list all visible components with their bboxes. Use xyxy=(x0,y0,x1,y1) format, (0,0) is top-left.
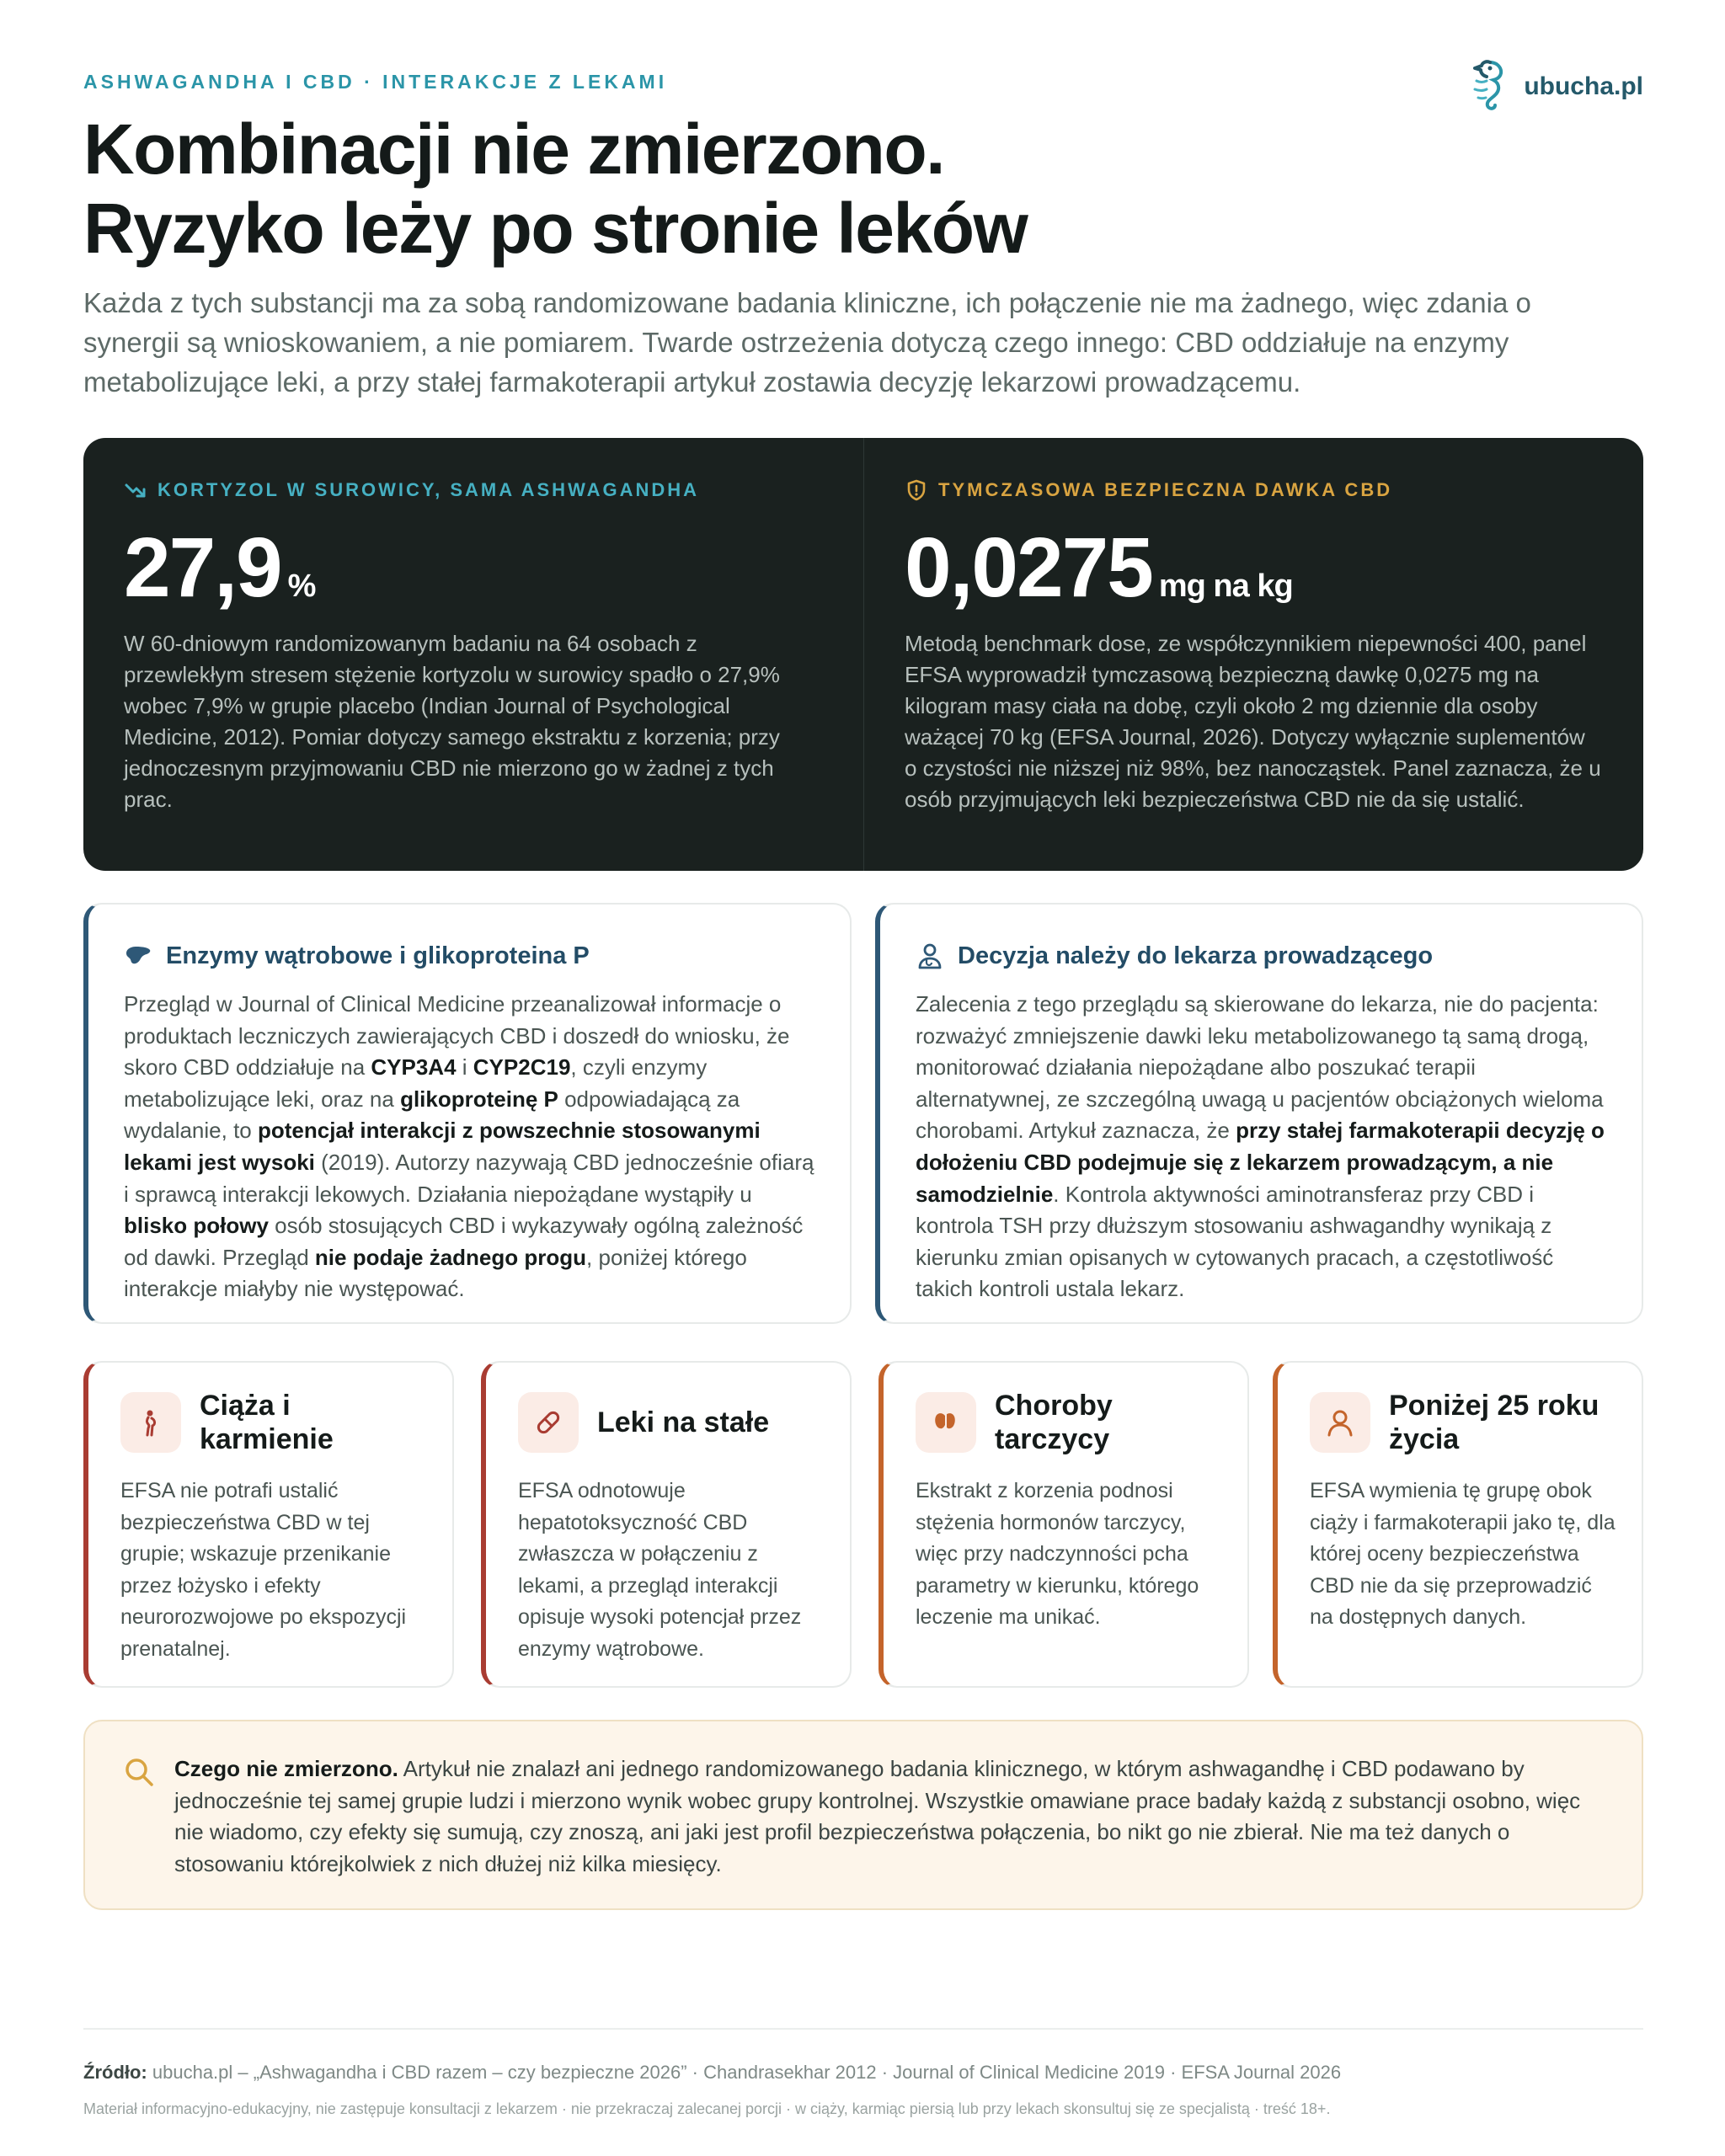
card-title: Enzymy wątrobowe i glikoproteina P xyxy=(124,942,816,970)
stat-cortisol xyxy=(83,438,863,871)
card-liver-enzymes xyxy=(83,903,852,1324)
card-pregnancy xyxy=(83,1361,454,1688)
title-line-2: Ryzyko leży po stronie leków xyxy=(83,189,1028,268)
card-title: Choroby tarczycy xyxy=(995,1390,1113,1455)
seahorse-logo-icon xyxy=(1465,57,1512,116)
card-doctor-decision xyxy=(875,903,1643,1324)
stats-panel xyxy=(83,438,1643,871)
liver-icon xyxy=(124,942,152,970)
card-title: Decyzja należy do lekarza prowadzącego xyxy=(916,942,1608,970)
card-body: Ekstrakt z korzenia podnosi stężenia hormonów tarczycy, więc przy nadczynności pcha parametry w kierunku, którego leczenie ma unikać. xyxy=(916,1479,1199,1629)
disclaimer: Materiał informacyjno-edukacyjny, nie zastępuje konsultacji z lekarzem · nie przekraczaj zalecanej porcji · w ciąży, karmiąc piersią lub przy lekach skonsultuj się ze specjalistą · treść 18+. xyxy=(83,2100,1331,2117)
shield-alert-icon xyxy=(905,478,928,502)
stat-cbd-dose xyxy=(863,438,1643,871)
page-title xyxy=(83,109,1027,268)
stat-label: KORTYZOL W SUROWICY, SAMA ASHWAGANDHA xyxy=(124,478,823,502)
thyroid-icon xyxy=(931,1407,961,1438)
card-body: EFSA odnotowuje hepatotoksyczność CBD zwłaszcza w połączeniu z lekami, a przegląd interakcji opisuje wysoki potencjał przez enzymy wątrobowe. xyxy=(518,1479,802,1661)
source-line: Źródło: ubucha.pl – „Ashwagandha i CBD razem – czy bezpieczne 2026” · Chandrasekhar 2012 · Journal of Clinical Medicine 2019 · EFSA Journal 2026 xyxy=(83,2062,1342,2083)
pregnancy-icon xyxy=(136,1407,166,1438)
card-body: EFSA nie potrafi ustalić bezpieczeństwa CBD w tej grupie; wskazuje przenikanie przez łożysko i efekty neurorozwojowe po ekspozycji prenatalnej. xyxy=(120,1479,407,1661)
card-under-25 xyxy=(1273,1361,1643,1688)
card-thyroid xyxy=(879,1361,1249,1688)
eyebrow: ASHWAGANDHA I CBD · INTERAKCJE Z LEKAMI xyxy=(83,71,668,93)
page xyxy=(83,0,1643,2156)
search-icon xyxy=(122,1755,156,1789)
pill-icon xyxy=(533,1407,563,1438)
card-title: Leki na stałe xyxy=(597,1406,770,1438)
note-text: Artykuł nie znalazł ani jednego randomizowanego badania klinicznego, w którym ashwagandhę i CBD podawano by jednocześnie tej samej grupie ludzi i mierzono wynik wobec grupy kontrolnej. Wszystkie omawiane prace badały każdą z substancji osobno, więc nie wiadomo, czy efekty się sumują, czy znoszą, ani jaki jest profil bezpieczeństwa połączenia, bo nikt go nie zbierał. Nie ma też danych o stosowaniu którejkolwiek z nich dłużej niż kilka miesięcy. xyxy=(174,1756,1581,1876)
card-chronic-drugs xyxy=(481,1361,852,1688)
person-icon xyxy=(1325,1407,1355,1438)
footer-divider xyxy=(83,2028,1643,2030)
logo-text: ubucha.pl xyxy=(1524,72,1643,100)
note-heading: Czego nie zmierzono. xyxy=(174,1756,398,1781)
doctor-icon xyxy=(916,942,944,970)
stat-value: 27,9 % xyxy=(124,520,316,615)
title-line-1: Kombinacji nie zmierzono. xyxy=(83,109,944,189)
not-measured-note xyxy=(83,1720,1643,1910)
stat-description: Metodą benchmark dose, ze współczynnikiem niepewności 400, panel EFSA wyprowadził tymczasową bezpieczną dawkę 0,0275 mg na kilogram masy ciała na dobę, czyli około 2 mg dziennie dla osoby ważącej 70 kg (EFSA Journal, 2026). Dotyczy wyłącznie suplementów o czystości nie niższej niż 98%, bez nanocząstek. Panel zaznacza, że u osób przyjmujących leki bezpieczeństwa CBD nie da się ustalić. xyxy=(905,631,1601,812)
trend-down-icon xyxy=(124,478,147,502)
card-body: Przegląd w Journal of Clinical Medicine przeanalizował informacje o produktach leczniczych zawierających CBD i doszedł do wniosku, że skoro CBD oddziałuje na CYP3A4 i CYP2C19, czyli enzymy metabolizujące leki, oraz na glikoproteinę P odpowiadającą za wydalanie, to potencjał interakcji z powszechnie stosowanymi lekami jest wysoki (2019). Autorzy nazywają CBD jednocześnie ofiarą i sprawcą interakcji lekowych. Działania niepożądane wystąpiły u blisko połowy osób stosujących CBD i wykazywały ogólną zależność od dawki. Przegląd nie podaje żadnego progu, poniżej którego interakcje miałyby nie występować. xyxy=(124,991,814,1302)
card-title: Poniżej 25 roku życia xyxy=(1389,1390,1599,1455)
stat-description: W 60-dniowym randomizowanym badaniu na 64 osobach z przewlekłym stresem stężenie kortyzolu w surowicy spadło o 27,9% wobec 7,9% w grupie placebo (Indian Journal of Psychological Medicine, 2012). Pomiar dotyczy samego ekstraktu z korzenia; przy jednoczesnym przyjmowaniu CBD nie mierzono go w żadnej z tych prac. xyxy=(124,631,780,812)
card-body: EFSA wymienia tę grupę obok ciąży i farmakoterapii jako tę, dla której oceny bezpieczeństwa CBD nie da się przeprowadzić na dostępnych danych. xyxy=(1310,1479,1616,1629)
lead-paragraph: Każda z tych substancji ma za sobą randomizowane badania kliniczne, ich połączenie nie ma żadnego, więc zdania o synergii są wnioskowaniem, a nie pomiarem. Twarde ostrzeżenia dotyczą czego innego: CBD oddziałuje na enzymy metabolizujące leki, a przy stałej farmakoterapii artykuł zostawia decyzję lekarzowi prowadzącemu. xyxy=(83,287,1531,398)
logo[interactable] xyxy=(1465,57,1643,116)
stat-label: TYMCZASOWA BEZPIECZNA DAWKA CBD xyxy=(905,478,1603,502)
stat-value: 0,0275 mg na kg xyxy=(905,520,1293,615)
card-title: Ciąża i karmienie xyxy=(200,1390,334,1455)
card-body: Zalecenia z tego przeglądu są skierowane do lekarza, nie do pacjenta: rozważyć zmniejszenie dawki leku metabolizowanego tą samą drogą, monitorować działania niepożądane albo poszukać terapii alternatywnej, ze szczególną uwagą u pacjentów obciążonych wieloma chorobami. Artykuł zaznacza, że przy stałej farmakoterapii decyzję o dołożeniu CBD podejmuje się z lekarzem prowadzącym, a nie samodzielnie. Kontrola aktywności aminotransferaz przy CBD i kontrola TSH przy dłuższym stosowaniu ashwagandhy wynikają z kierunku zmian opisanych w cytowanych pracach, a częstotliwość takich kontroli ustala lekarz. xyxy=(916,991,1605,1302)
